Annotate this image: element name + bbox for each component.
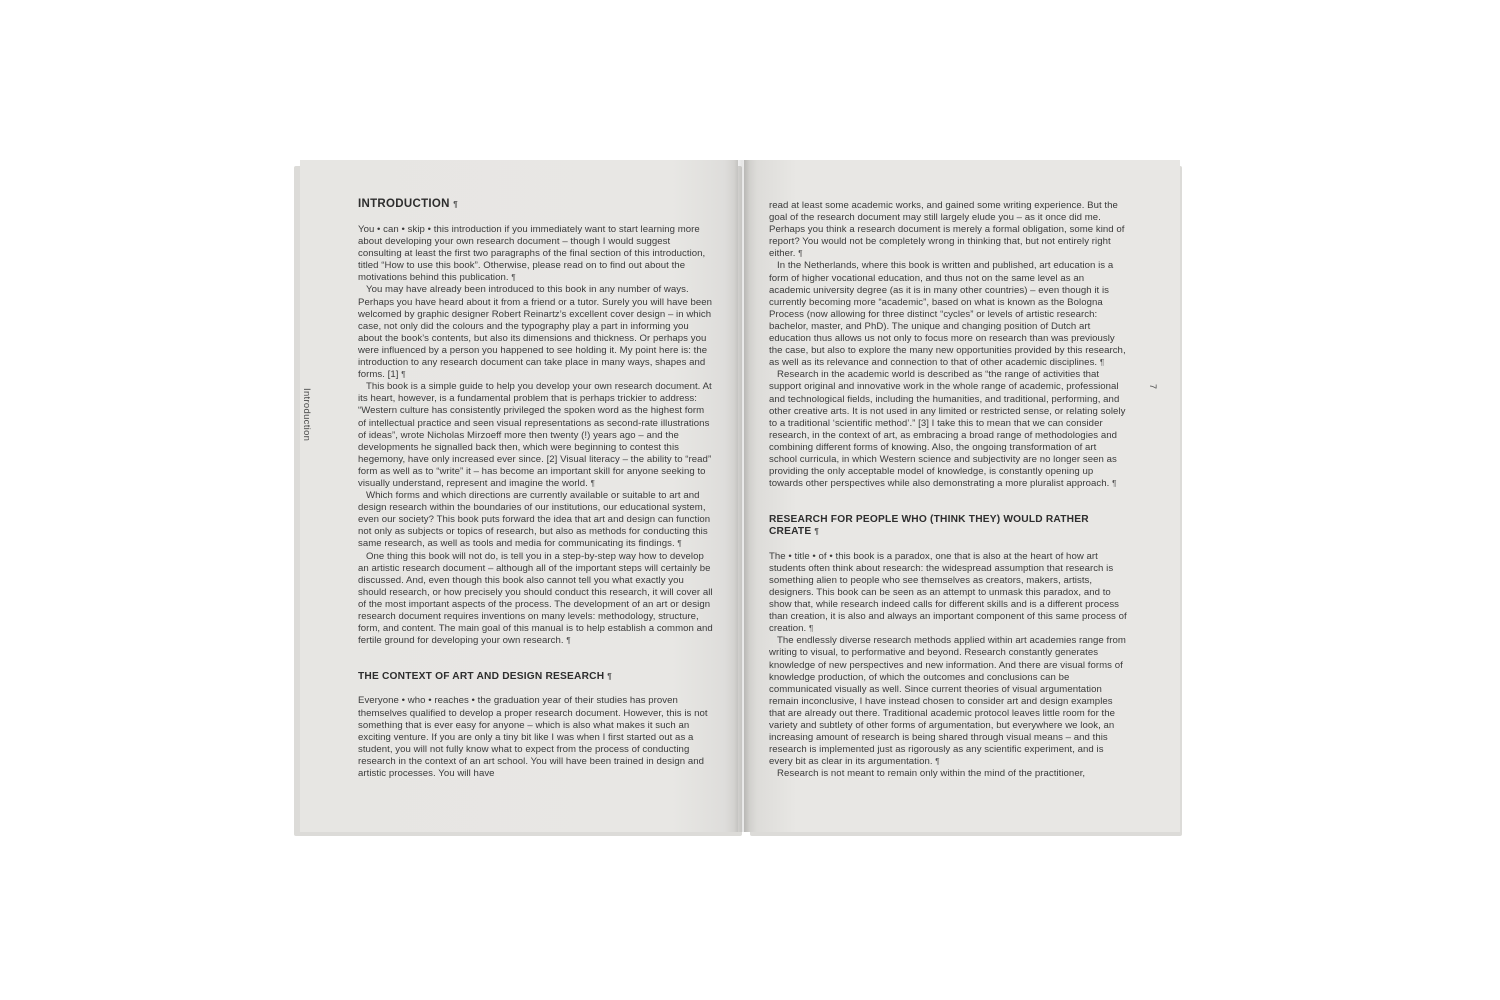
page-number: 7 [1148,384,1158,390]
right-page-text [769,200,1127,780]
intro-paragraph: You • can • skip • this introduction if you immediately want to start learning more about developing your own research document – though I would suggest consulting at least the first two paragraphs of the final section of this introduction, titled “How to use this book”. Otherwise, please read on to find out about the motivations behind this publication. ¶ [358,224,706,284]
spine-shadow [734,160,750,832]
intro-paragraph: This book is a simple guide to help you develop your own research document. At its heart, however, is a fundamental problem that is perhaps trickier to address: “Western culture has consistently privileged the spoken word as the highest form of intellectual practice and seen visual representations as second-rate illustrations of ideas”, wrote Nicholas Mirzoeff more then twenty (!) years ago – and the developments he signalled back then, which were beginning to contest this hegemony, have only increased ever since. [2] Visual literacy – the ability to “read” form as well as to “write” it – has become an important skill for anyone seeking to visually understand, represent and imagine the world. ¶ [358,381,712,489]
research-paragraph: Research is not meant to remain only within the mind of the practitioner, [777,768,1086,780]
continued-paragraph: read at least some academic works, and gained some writing experience. But the goal of the research document may still largely elude you – as it once did me. Perhaps you think a research document is merely a formal obligation, some kind of report? You would not be completely wrong in thinking that, but not entirely right either. ¶ [769,200,1125,260]
research-paragraph: The • title • of • this book is a paradox, one that is also at the heart of how art students often think about research: the widespread assumption that research is something alien to people who see themselves as creators, makers, artists, designers. This book can be seen as an attempt to unmask this paradox, and to show that, while research indeed calls for different skills and is a different process than creation, it is also and always an important component of this same process of creation. ¶ [769,550,1127,635]
running-head: Introduction [301,388,312,442]
heading-context: THE CONTEXT OF ART AND DESIGN RESEARCH ¶ [358,671,612,683]
research-paragraph: The endlessly diverse research methods applied within art academies range from writing to visual, to performative and beyond. Research constantly generates knowledge of new perspectives and new information. And there are visual forms of knowledge production, of which the outcomes and conclusions can be communicated visually as well. Since current theories of visual argumentation remain inconclusive, I have instead chosen to consider art and design examples that are already out there. Traditional academic protocol leaves little room for the variety and subtlety of other forms of argumentation, but everywhere we look, an increasing amount of research is being shared through visual means – and this research is implemented just as rigorously as any scientific experiment, and is every bit as clear in its argumentation. ¶ [769,635,1126,768]
intro-paragraph: Which forms and which directions are currently available or suitable to art and design research within the boundaries of our institutions, our educational system, even our society? This book puts forward the idea that art and design can function not only as subjects or topics of research, but also as methods for conducting this same research, as well as tools and media for communicating its findings. ¶ [358,490,711,550]
continued-paragraph: Research in the academic world is described as “the range of activities that support original and innovative work in the whole range of academic, professional and technological fields, including the humanities, and traditional, performing, and other creative arts. It is not used in any limited or restricted sense, or relating solely to a traditional ‘scientific method’.” [3] I take this to mean that we can consider research, in the context of art, as embracing a broad range of methodologies and combining different forms of knowing. Also, the ongoing transformation of art school curricula, in which Western science and subjectivity are no longer seen as providing the only acceptable model of knowledge, is constantly opening up towards other perspectives while also demonstrating a more pluralist approach. ¶ [769,369,1126,490]
continued-paragraph: In the Netherlands, where this book is written and published, art education is a form of higher vocational education, and thus not on the same level as an academic university degree (as it is in many other countries) – even though it is currently becoming more “academic”, based on what is known as the Bologna Process (now allowing for three distinct “cycles” or levels of artistic research: bachelor, master, and PhD). The unique and changing position of Dutch art education thus allows us not only to focus more on research than was previously the case, but also to explore the many new opportunities provided by this research, as well as its relevance and connection to that of other academic disciplines. ¶ [769,260,1126,369]
left-page-text [358,198,714,780]
heading-research: RESEARCH FOR PEOPLE WHO (THINK THEY) WOULD RATHER CREATE ¶ [769,514,1089,538]
intro-paragraph: You may have already been introduced to this book in any number of ways. Perhaps you have heard about it from a friend or a tutor. Surely you will have been welcomed by graphic designer Robert Reinartz’s excellent cover design – in which case, not only did the colours and the typography play a part in informing you about the book’s contents, but also its dimensions and thickness. Or perhaps you were influenced by a person you happened to see holding it. My point here is: the introduction to any research document can take place in many ways, shapes and forms. [1] ¶ [358,284,712,381]
heading-introduction: INTRODUCTION ¶ [358,198,459,210]
intro-paragraph: One thing this book will not do, is tell you in a step-by-step way how to develop an artistic research document – although all of the important steps will certainly be discussed. And, even though this book also cannot tell you what exactly you should research, or how precisely you should conduct this research, it will cover all of the most important aspects of the process. The development of an art or design research document requires inventions on many levels: methodology, structure, form, and content. The main goal of this manual is to help establish a common and fertile ground for developing your own research. ¶ [358,550,713,647]
context-paragraph: Everyone • who • reaches • the graduation year of their studies has proven themselves qualified to develop a proper research document. However, this is not something that is ever easy for anyone – which is also what makes it such an exciting venture. If you are only a tiny bit like I was when I first started out as a student, you will not fully know what to expect from the process of conducting research in the context of an art school. You will have been trained in design and artistic processes. You will have [358,695,708,780]
